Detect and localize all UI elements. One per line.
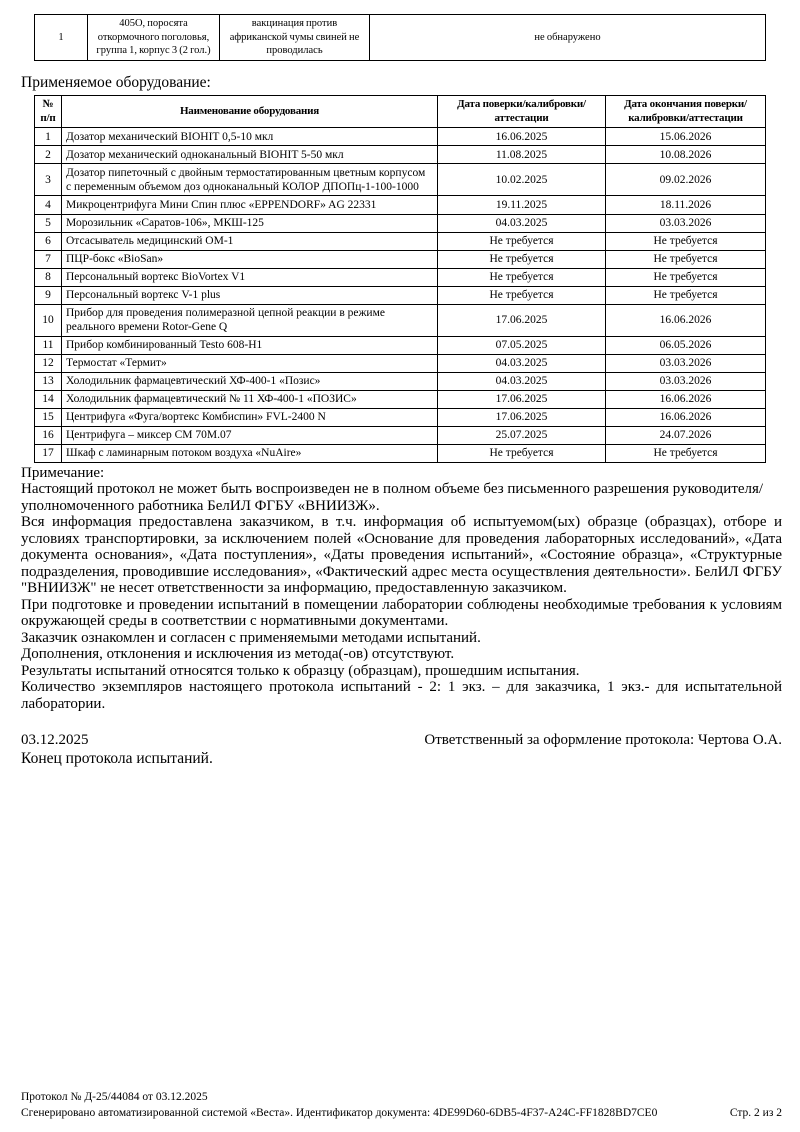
sample-result-cell: не обнаружено — [370, 15, 766, 61]
equipment-number-cell: 12 — [35, 354, 62, 372]
verification-date-cell: 10.02.2025 — [438, 164, 606, 196]
equipment-name-cell: Центрифуга «Фуга/вортекс Комбиспин» FVL-2400 N — [62, 408, 438, 426]
note-paragraph: Дополнения, отклонения и исключения из метода(-ов) отсутствуют. — [21, 646, 455, 663]
verification-date-cell: 16.06.2025 — [438, 128, 606, 146]
equipment-row — [35, 146, 766, 164]
equipment-row — [35, 444, 766, 462]
sample-results-table — [34, 14, 766, 61]
notes-paragraphs — [21, 481, 782, 712]
footer-protocol-number: Протокол № Д-25/44084 от 03.12.2025 — [21, 1090, 208, 1103]
verification-end-date-cell: 18.11.2026 — [606, 196, 766, 214]
footer-generated-line: Сгенерировано автоматизированной системой «Веста». Идентификатор документа: 4DE99D60-6DB5-4F37-A24C-FF1828BD7CE0 — [21, 1107, 658, 1120]
equipment-number-cell: 11 — [35, 336, 62, 354]
equipment-row — [35, 336, 766, 354]
verification-date-cell: 07.05.2025 — [438, 336, 606, 354]
equipment-row — [35, 164, 766, 196]
col-header-name: Наименование оборудования — [62, 95, 438, 128]
equipment-number-cell: 8 — [35, 268, 62, 286]
sample-vaccination-cell: вакцинация против африканской чумы свиней не проводилась — [220, 15, 370, 61]
equipment-name-cell: Отсасыватель медицинский ОМ-1 — [62, 232, 438, 250]
verification-end-date-cell: 24.07.2026 — [606, 426, 766, 444]
equipment-name-cell: Термостат «Термит» — [62, 354, 438, 372]
sample-description-cell: 405О, поросята откормочного поголовья, группа 1, корпус 3 (2 гол.) — [88, 15, 220, 61]
signoff-responsible: Ответственный за оформление протокола: Чертова О.А. — [424, 732, 782, 749]
col-header-verification-end-date: Дата окончания поверки/калибровки/аттестации — [606, 95, 766, 128]
equipment-number-cell: 3 — [35, 164, 62, 196]
equipment-name-cell: Дозатор механический BIOHIT 0,5-10 мкл — [62, 128, 438, 146]
equipment-name-cell: ПЦР-бокс «BioSan» — [62, 250, 438, 268]
verification-end-date-cell: Не требуется — [606, 286, 766, 304]
notes-section — [21, 465, 782, 713]
signoff-row — [21, 732, 782, 749]
equipment-name-cell: Центрифуга – миксер СМ 70М.07 — [62, 426, 438, 444]
equipment-row — [35, 354, 766, 372]
verification-date-cell: 04.03.2025 — [438, 214, 606, 232]
equipment-row — [35, 286, 766, 304]
verification-date-cell: Не требуется — [438, 268, 606, 286]
note-paragraph: При подготовке и проведении испытаний в помещении лаборатории соблюдены необходимые требования к условиям окружающей среды в соответствии с нормативными документами. — [21, 596, 782, 630]
verification-date-cell: 04.03.2025 — [438, 372, 606, 390]
note-paragraph: Настоящий протокол не может быть воспроизведен не в полном объеме без письменного разрешения руководителя/уполномоченного работника БелИЛ ФГБУ «ВНИИЗЖ». — [21, 481, 764, 514]
verification-end-date-cell: 03.03.2026 — [606, 354, 766, 372]
equipment-number-cell: 16 — [35, 426, 62, 444]
equipment-row — [35, 408, 766, 426]
equipment-name-cell: Персональный вортекс BioVortex V1 — [62, 268, 438, 286]
equipment-section-title: Применяемое оборудование: — [21, 73, 211, 91]
equipment-row — [35, 250, 766, 268]
note-paragraph: Результаты испытаний относятся только к образцу (образцам), прошедшим испытания. — [21, 662, 580, 679]
col-header-verification-date: Дата поверки/калибровки/аттестации — [438, 95, 606, 128]
equipment-number-cell: 13 — [35, 372, 62, 390]
equipment-name-cell: Микроцентрифуга Мини Спин плюс «EPPENDORF» AG 22331 — [62, 196, 438, 214]
equipment-number-cell: 9 — [35, 286, 62, 304]
equipment-row — [35, 214, 766, 232]
note-paragraph: Вся информация предоставлена заказчиком, в т.ч. информация об испытуемом(ых) образце (образцах), отборе и условиях транспортировки, за исключением полей «Основание для проведения лабораторных исследований», «Дата документа основания», «Дата поступления», «Даты проведения испытаний», «Состояние образца», «Структурные подразделения, проводившие исследования», «Фактический адрес места осуществления деятельности». БелИЛ ФГБУ "ВНИИЗЖ" не несет ответственности за информацию, предоставленную заказчиком. — [21, 514, 782, 597]
verification-end-date-cell: 03.03.2026 — [606, 372, 766, 390]
verification-date-cell: Не требуется — [438, 250, 606, 268]
verification-end-date-cell: 16.06.2026 — [606, 390, 766, 408]
verification-date-cell: 17.06.2025 — [438, 304, 606, 336]
verification-end-date-cell: Не требуется — [606, 250, 766, 268]
verification-end-date-cell: 15.06.2026 — [606, 128, 766, 146]
verification-end-date-cell: 09.02.2026 — [606, 164, 766, 196]
equipment-name-cell: Холодильник фармацевтический ХФ-400-1 «Позис» — [62, 372, 438, 390]
equipment-number-cell: 4 — [35, 196, 62, 214]
verification-end-date-cell: 10.08.2026 — [606, 146, 766, 164]
equipment-table-header-row — [35, 95, 766, 128]
equipment-row — [35, 268, 766, 286]
verification-end-date-cell: Не требуется — [606, 444, 766, 462]
verification-end-date-cell: 16.06.2026 — [606, 304, 766, 336]
verification-date-cell: 17.06.2025 — [438, 408, 606, 426]
equipment-name-cell: Шкаф с ламинарным потоком воздуха «NuAire» — [62, 444, 438, 462]
equipment-row — [35, 128, 766, 146]
verification-date-cell: Не требуется — [438, 286, 606, 304]
equipment-row — [35, 304, 766, 336]
verification-end-date-cell: 03.03.2026 — [606, 214, 766, 232]
equipment-number-cell: 17 — [35, 444, 62, 462]
sample-result-row — [35, 15, 766, 61]
footer-page-number: Стр. 2 из 2 — [729, 1107, 782, 1120]
equipment-number-cell: 15 — [35, 408, 62, 426]
equipment-name-cell: Прибор комбинированный Testo 608-H1 — [62, 336, 438, 354]
verification-date-cell: 17.06.2025 — [438, 390, 606, 408]
note-paragraph: Заказчик ознакомлен и согласен с применяемыми методами испытаний. — [21, 629, 481, 646]
equipment-row — [35, 372, 766, 390]
verification-date-cell: 19.11.2025 — [438, 196, 606, 214]
page-footer — [21, 1089, 782, 1122]
equipment-row — [35, 390, 766, 408]
verification-date-cell: Не требуется — [438, 444, 606, 462]
end-of-protocol-line: Конец протокола испытаний. — [21, 750, 213, 768]
equipment-number-cell: 14 — [35, 390, 62, 408]
equipment-table-body — [35, 128, 766, 462]
equipment-name-cell: Дозатор пипеточный с двойным термостатированным цветным корпусом с переменным объемом доз одноканальный КОЛОР ДПОПц-1-100-1000 — [62, 164, 438, 196]
equipment-number-cell: 5 — [35, 214, 62, 232]
verification-end-date-cell: Не требуется — [606, 232, 766, 250]
equipment-name-cell: Холодильник фармацевтический № 11 ХФ-400-1 «ПОЗИС» — [62, 390, 438, 408]
verification-date-cell: 25.07.2025 — [438, 426, 606, 444]
equipment-row — [35, 426, 766, 444]
verification-date-cell: Не требуется — [438, 232, 606, 250]
equipment-name-cell: Персональный вортекс V-1 plus — [62, 286, 438, 304]
equipment-number-cell: 2 — [35, 146, 62, 164]
verification-end-date-cell: 16.06.2026 — [606, 408, 766, 426]
sample-number-cell: 1 — [35, 15, 88, 61]
col-header-number: № п/п — [35, 95, 62, 128]
equipment-number-cell: 1 — [35, 128, 62, 146]
equipment-row — [35, 196, 766, 214]
notes-title: Примечание: — [21, 464, 105, 481]
equipment-row — [35, 232, 766, 250]
verification-date-cell: 11.08.2025 — [438, 146, 606, 164]
verification-end-date-cell: Не требуется — [606, 268, 766, 286]
equipment-name-cell: Прибор для проведения полимеразной цепной реакции в режиме реального времени Rotor-Gene Q — [62, 304, 438, 336]
equipment-number-cell: 7 — [35, 250, 62, 268]
equipment-table — [34, 95, 766, 463]
equipment-name-cell: Морозильник «Саратов-106», МКШ-125 — [62, 214, 438, 232]
equipment-number-cell: 10 — [35, 304, 62, 336]
equipment-name-cell: Дозатор механический одноканальный BIOHIT 5-50 мкл — [62, 146, 438, 164]
equipment-number-cell: 6 — [35, 232, 62, 250]
verification-end-date-cell: 06.05.2026 — [606, 336, 766, 354]
verification-date-cell: 04.03.2025 — [438, 354, 606, 372]
note-paragraph: Количество экземпляров настоящего протокола испытаний - 2: 1 экз. – для заказчика, 1 экз.- для испытательной лаборатории. — [21, 679, 782, 712]
signoff-date: 03.12.2025 — [21, 732, 89, 749]
